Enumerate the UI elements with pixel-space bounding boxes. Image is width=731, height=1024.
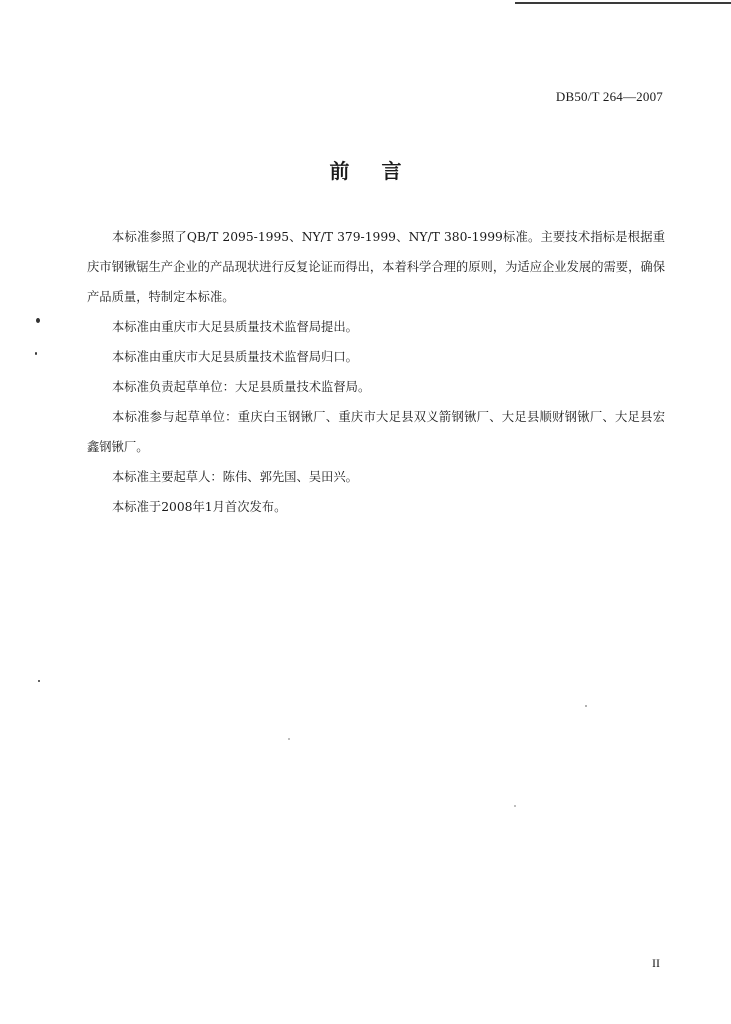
scan-speck xyxy=(585,705,587,707)
preface-body xyxy=(87,222,665,522)
scan-speck xyxy=(35,352,37,355)
paragraph-drafting-unit: 本标准负责起草单位：大足县质量技术监督局。 xyxy=(112,380,371,394)
paragraph-first-release: 本标准于2008年1月首次发布。 xyxy=(112,500,287,514)
paragraph-proposed-by: 本标准由重庆市大足县质量技术监督局提出。 xyxy=(112,320,358,334)
paragraph-participating-units: 本标准参与起草单位：重庆白玉钢锹厂、重庆市大足县双义箭钢锹厂、大足县顺财钢锹厂、大足县宏鑫钢锹厂。 xyxy=(87,410,665,454)
scan-speck xyxy=(36,318,40,323)
scan-speck xyxy=(38,680,40,682)
paragraph-main-drafters: 本标准主要起草人：陈伟、郭先国、吴田兴。 xyxy=(112,470,358,484)
top-rule xyxy=(515,2,731,4)
paragraph-centralized-by: 本标准由重庆市大足县质量技术监督局归口。 xyxy=(112,350,358,364)
paragraph-reference-standards: 本标准参照了QB/T 2095-1995、NY/T 379-1999、NY/T 380-1999标准。主要技术指标是根据重庆市钢锹锯生产企业的产品现状进行反复论证而得出，本着科学合理的原则，为适应企业发展的需要，确保产品质量，特制定本标准。 xyxy=(87,230,665,304)
scan-speck xyxy=(514,805,516,807)
page-title: 前言 xyxy=(329,159,434,183)
scan-speck xyxy=(288,738,290,740)
page-number: II xyxy=(652,956,660,970)
document-code: DB50/T 264—2007 xyxy=(555,89,663,104)
